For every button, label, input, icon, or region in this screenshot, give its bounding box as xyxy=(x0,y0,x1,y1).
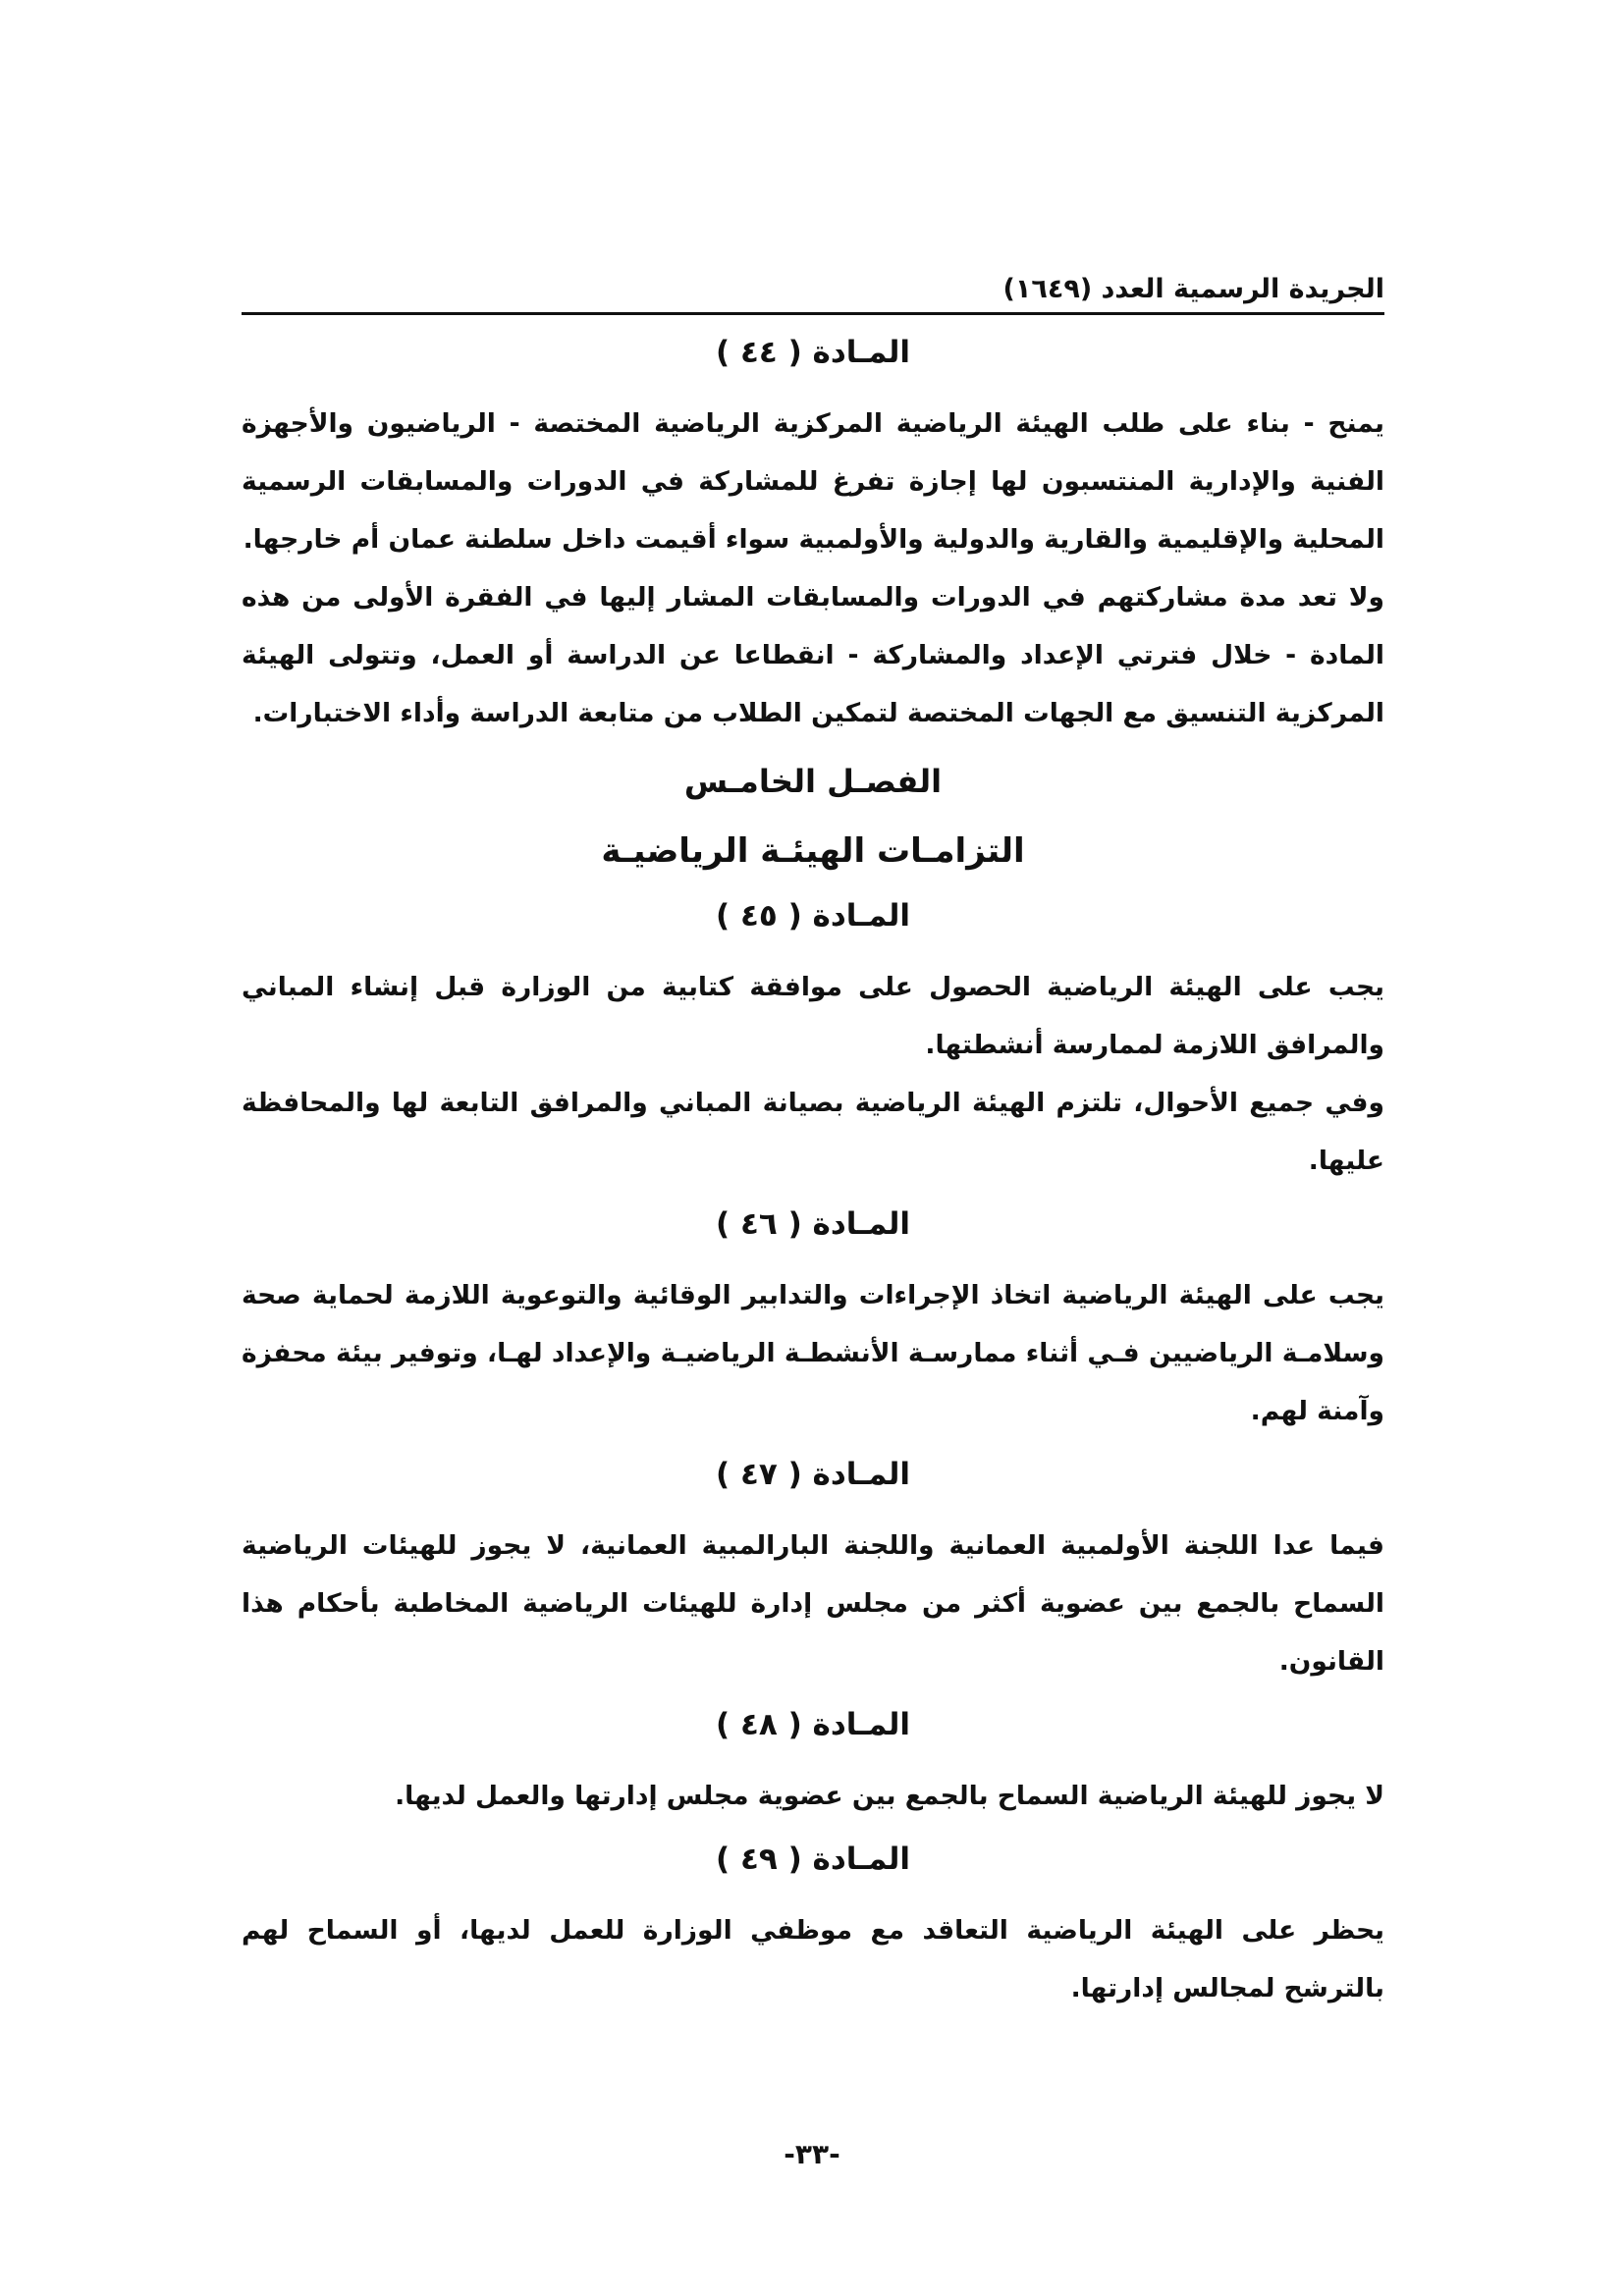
page-number: -٣٣- xyxy=(784,2138,840,2170)
gazette-title: الجريدة الرسمية العدد (١٦٤٩) xyxy=(1002,274,1384,304)
article-47-title: المـادة ( ٤٧ ) xyxy=(715,1457,911,1492)
article-47-paragraph-1: فيما عدا اللجنة الأولمبية العمانية واللجنة البارالمبية العمانية، لا يجوز للهيئات الرياضية السماح بالجمع بين عضوية أكثر من مجلس إدارة للهيئات الرياضية المخاطبة بأحكام هذا القانون. xyxy=(242,1530,1384,1677)
chapter-subtitle: التزامـات الهيئـة الرياضيـة xyxy=(601,831,1025,871)
article-45-paragraph-2: وفي جميع الأحوال، تلتزم الهيئة الرياضية بصيانة المباني والمرافق التابعة لها والمحافظة عليها. xyxy=(242,1088,1384,1176)
article-46-title: المـادة ( ٤٦ ) xyxy=(715,1206,911,1242)
article-44-paragraph-2: ولا تعد مدة مشاركتهم في الدورات والمسابقات المشار إليها في الفقرة الأولى من هذه المادة - خلال فترتي الإعداد والمشاركة - انقطاعا عن الدراسة أو العمل، وتتولى الهيئة المركزية التنسيق مع الجهات المختصة لتمكين الطلاب من متابعة الدراسة وأداء الاختبارات. xyxy=(242,582,1384,728)
article-45-paragraph-1: يجب على الهيئة الرياضية الحصول على موافقة كتابية من الوزارة قبل إنشاء المباني والمرافق اللازمة لممارسة أنشطتها. xyxy=(242,972,1384,1060)
article-44-title: المـادة ( ٤٤ ) xyxy=(715,335,911,370)
article-48-title: المـادة ( ٤٨ ) xyxy=(715,1707,911,1742)
article-48-paragraph-1: لا يجوز للهيئة الرياضية السماح بالجمع بين عضوية مجلس إدارتها والعمل لديها. xyxy=(395,1781,1384,1811)
article-44-paragraph-1: يمنح - بناء على طلب الهيئة الرياضية المركزية الرياضية المختصة - الرياضيون والأجهزة الفنية والإدارية المنتسبون لها إجازة تفرغ للمشاركة في الدورات والمسابقات الرسمية المحلية والإقليمية والقارية والدولية والأولمبية سواء أقيمت داخل سلطنة عمان أم خارجها. xyxy=(242,408,1384,555)
article-49-paragraph-1: يحظر على الهيئة الرياضية التعاقد مع موظفي الوزارة للعمل لديها، أو السماح لهم بالترشح لمجالس إدارتها. xyxy=(242,1915,1384,2003)
chapter-title: الفصـل الخامـس xyxy=(683,763,943,800)
page-content xyxy=(242,324,1384,2017)
article-45-title: المـادة ( ٤٥ ) xyxy=(715,898,911,934)
article-49-title: المـادة ( ٤٩ ) xyxy=(715,1842,911,1877)
article-46-paragraph-1: يجب على الهيئة الرياضية اتخاذ الإجراءات والتدابير الوقائية والتوعوية اللازمة لحماية صحة وسلامـة الرياضيين فـي أثناء ممارسـة الأنشطـة الرياضيـة والإعداد لهـا، وتوفير بيئة محفزة وآمنة لهم. xyxy=(242,1280,1384,1426)
page-header xyxy=(242,255,1384,315)
